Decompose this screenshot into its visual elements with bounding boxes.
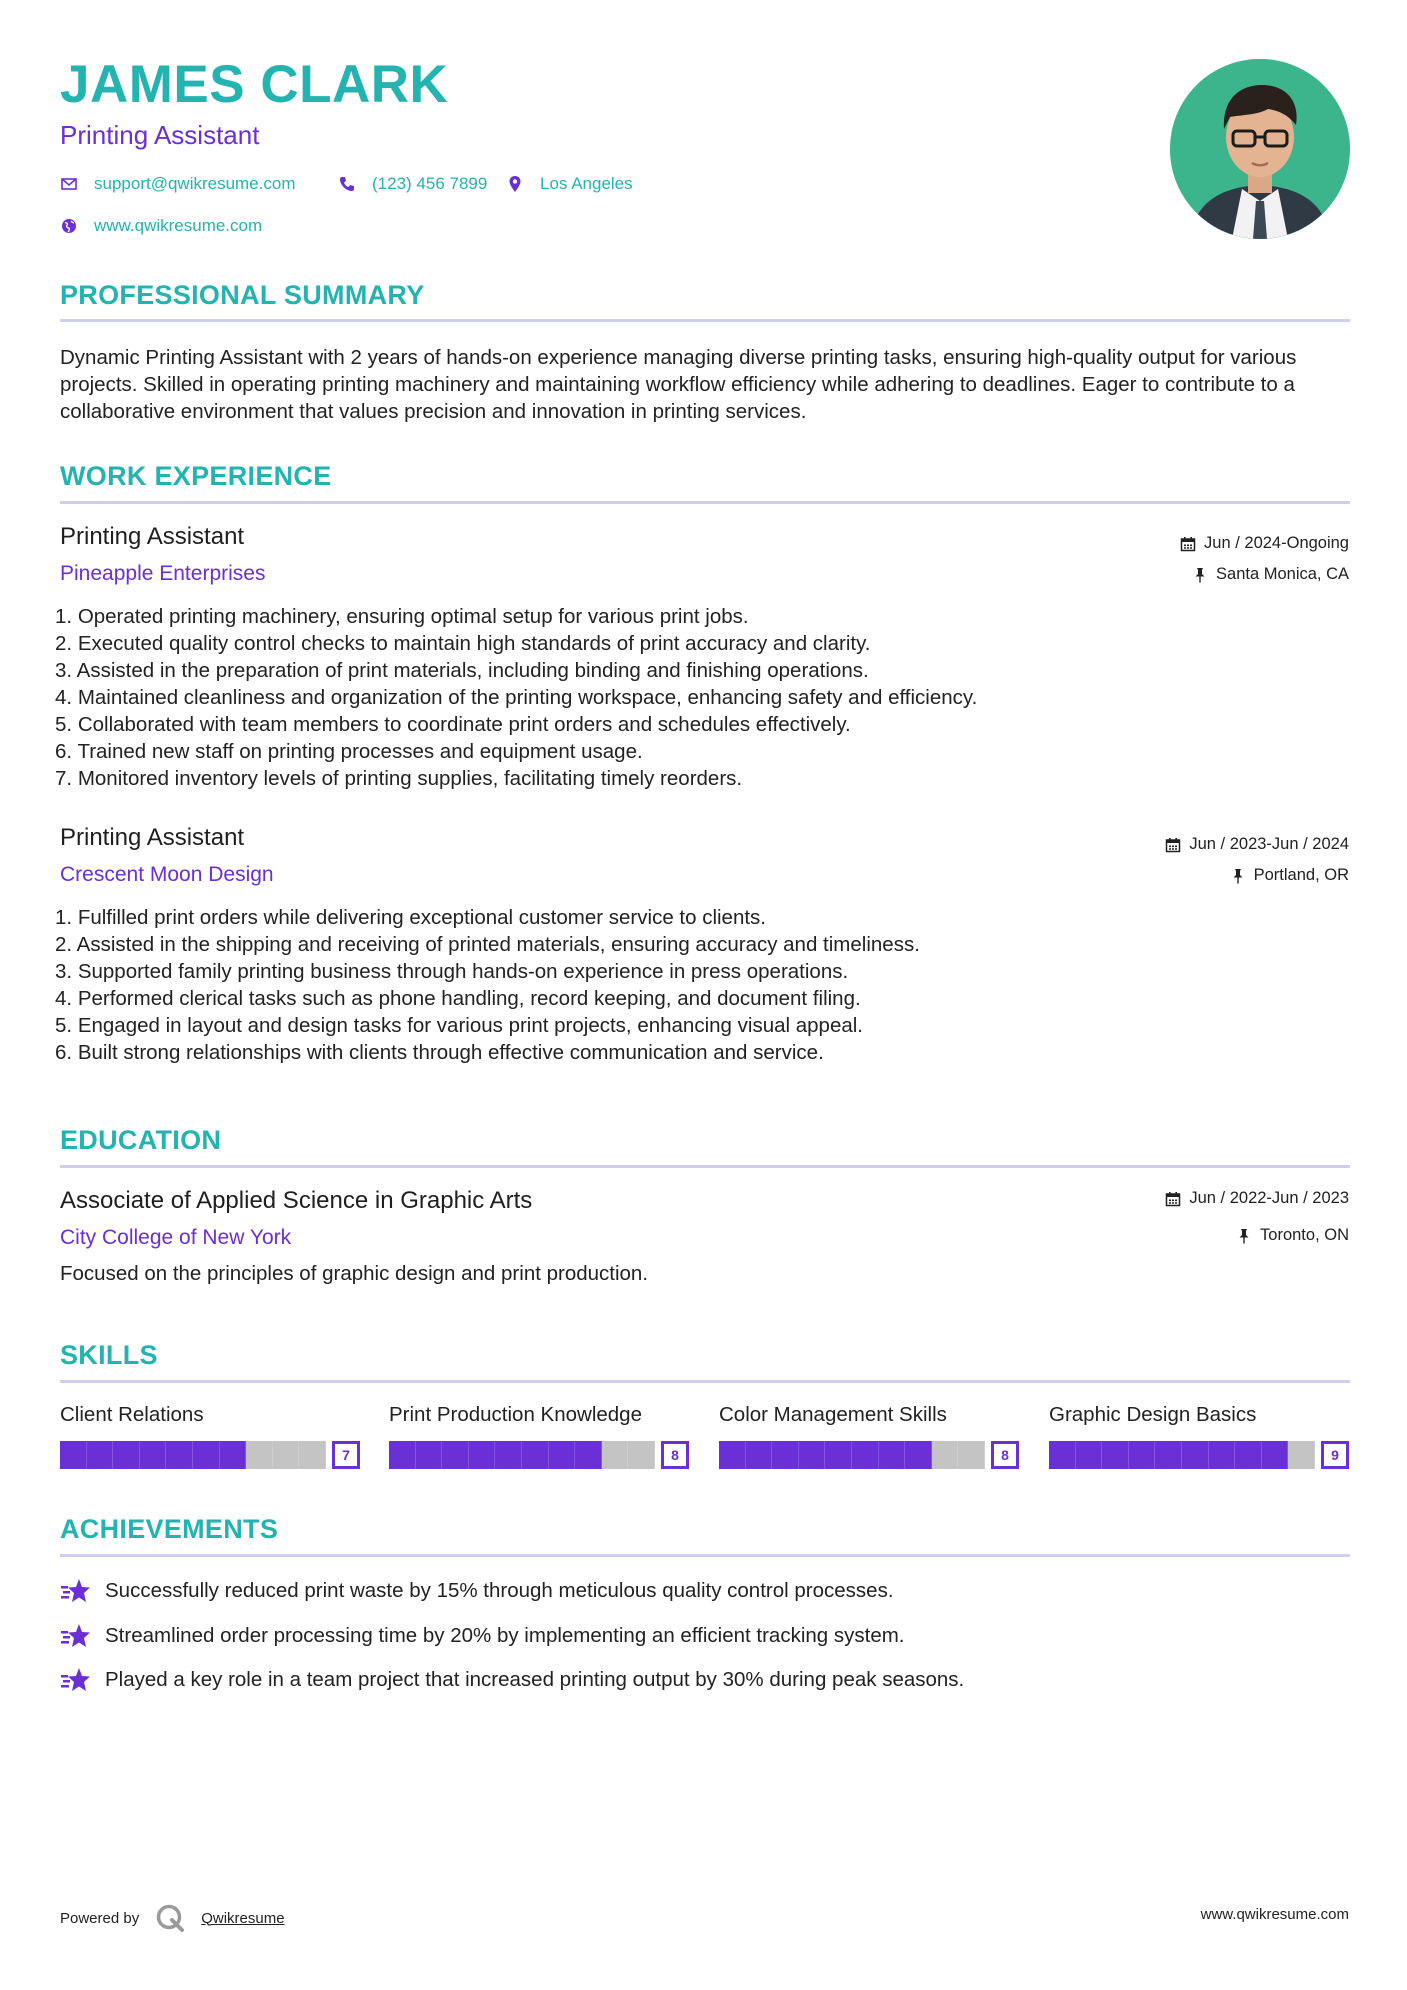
school-name: City College of New York	[60, 1226, 292, 1249]
summary-text: Dynamic Printing Assistant with 2 years of hands-on experience managing diverse printing tasks, ensuring high-quality output for various projects. Skilled in operating printing machinery and maintaining workflow efficiency while adhering to deadlines. Eager to contribute to a collaborative environment that values precision and innovation in printing services.	[60, 346, 1297, 423]
list-item: Engaged in layout and design tasks for various print projects, enhancing visual appeal.	[77, 1014, 863, 1037]
list-item: Fulfilled print orders while delivering exceptional customer service to clients.	[77, 906, 767, 929]
phone-icon	[338, 175, 356, 193]
skill-segment	[1129, 1441, 1156, 1469]
job-bullets	[55, 904, 920, 1066]
skill-segment	[549, 1441, 576, 1469]
contact-phone[interactable]	[338, 174, 487, 194]
skill-track	[719, 1441, 985, 1469]
website-text: www.qwikresume.com	[94, 216, 263, 235]
education-dates-text: Jun / 2022-Jun / 2023	[1189, 1189, 1349, 1207]
list-item: Maintained cleanliness and organization of the printing workspace, enhancing safety and efficiency.	[77, 686, 978, 709]
skill-segment	[1262, 1441, 1289, 1469]
job-title: Printing Assistant	[60, 523, 245, 550]
skill-segment	[905, 1441, 932, 1469]
achievement-item	[60, 1622, 905, 1650]
skills-heading: SKILLS	[60, 1340, 158, 1370]
qwikresume-link[interactable]: Qwikresume	[201, 1909, 285, 1927]
skill-segment	[958, 1441, 985, 1469]
list-item: Supported family printing business through hands-on experience in press operations.	[77, 960, 849, 983]
skill-score: 8	[661, 1441, 689, 1469]
list-item: Trained new staff on printing processes and equipment usage.	[77, 740, 643, 763]
globe-icon	[60, 217, 78, 235]
job-location-text: Santa Monica, CA	[1216, 565, 1349, 583]
achievement-text: Streamlined order processing time by 20% by implementing an efficient tracking system.	[105, 1624, 905, 1647]
skill-rating-bar	[60, 1441, 360, 1469]
footer-powered-by	[60, 1903, 285, 1933]
job-dates-text: Jun / 2023-Jun / 2024	[1189, 835, 1349, 853]
profile-photo	[1170, 59, 1350, 239]
list-item: Built strong relationships with clients through effective communication and service.	[77, 1041, 824, 1064]
pushpin-icon	[1236, 1228, 1252, 1244]
list-item: Executed quality control checks to maintain high standards of print accuracy and clarity.	[77, 632, 871, 655]
job-company: Crescent Moon Design	[60, 863, 274, 886]
skill-segment	[799, 1441, 826, 1469]
skill-segment	[1155, 1441, 1182, 1469]
skill-track	[1049, 1441, 1315, 1469]
skill-name: Color Management Skills	[719, 1403, 947, 1426]
qwikresume-logo-icon	[155, 1903, 185, 1933]
pushpin-icon	[1230, 868, 1246, 884]
pushpin-icon	[1192, 567, 1208, 583]
skill-segment	[495, 1441, 522, 1469]
contact-location	[506, 174, 633, 194]
list-item: Collaborated with team members to coordinate print orders and schedules effectively.	[77, 713, 851, 736]
skill-segment	[246, 1441, 273, 1469]
phone-text: (123) 456 7899	[372, 174, 488, 193]
skills-rule	[60, 1380, 1350, 1383]
summary-rule	[60, 319, 1350, 322]
skill-segment	[1102, 1441, 1129, 1469]
list-item: Performed clerical tasks such as phone handling, record keeping, and document filing.	[77, 987, 861, 1010]
skill-segment	[273, 1441, 300, 1469]
skill-score: 8	[991, 1441, 1019, 1469]
achievement-text: Successfully reduced print waste by 15% through meticulous quality control processes.	[105, 1579, 894, 1602]
skill-segment	[299, 1441, 326, 1469]
achievement-text: Played a key role in a team project that increased printing output by 30% during peak seasons.	[105, 1668, 965, 1691]
skill-segment	[1288, 1441, 1315, 1469]
achievement-item	[60, 1666, 964, 1694]
skill-segment	[87, 1441, 114, 1469]
envelope-icon	[60, 175, 78, 193]
candidate-title: Printing Assistant	[60, 120, 260, 150]
skill-track	[60, 1441, 326, 1469]
skill-segment	[1209, 1441, 1236, 1469]
skill-score: 7	[332, 1441, 360, 1469]
achievement-item	[60, 1577, 894, 1605]
skill-segment	[1076, 1441, 1103, 1469]
skill-name: Print Production Knowledge	[389, 1403, 642, 1426]
calendar-icon	[1165, 837, 1181, 853]
calendar-icon	[1180, 536, 1196, 552]
skill-segment	[1049, 1441, 1076, 1469]
skill-name: Graphic Design Basics	[1049, 1403, 1257, 1426]
location-text: Los Angeles	[540, 174, 633, 193]
skill-segment	[60, 1441, 87, 1469]
skill-segment	[442, 1441, 469, 1469]
skill-rating-bar	[389, 1441, 689, 1469]
job-dates-text: Jun / 2024-Ongoing	[1204, 534, 1349, 552]
achievements-heading: ACHIEVEMENTS	[60, 1514, 279, 1544]
skill-item	[719, 1403, 1019, 1469]
contact-email[interactable]	[60, 174, 296, 194]
skill-segment	[416, 1441, 443, 1469]
star-icon	[60, 1622, 92, 1650]
job-location	[1192, 565, 1349, 584]
skill-name: Client Relations	[60, 1403, 204, 1426]
skill-segment	[1235, 1441, 1262, 1469]
skill-item	[1049, 1403, 1349, 1469]
skill-item	[389, 1403, 689, 1469]
skill-segment	[522, 1441, 549, 1469]
footer-website[interactable]: www.qwikresume.com	[1200, 1906, 1349, 1923]
skill-rating-bar	[1049, 1441, 1349, 1469]
skill-segment	[166, 1441, 193, 1469]
degree-title: Associate of Applied Science in Graphic Arts	[60, 1187, 533, 1214]
skill-item	[60, 1403, 360, 1469]
skill-segment	[575, 1441, 602, 1469]
skill-segment	[825, 1441, 852, 1469]
job-dates	[1165, 835, 1349, 854]
skill-segment	[602, 1441, 629, 1469]
skill-segment	[932, 1441, 959, 1469]
job-bullets	[55, 603, 977, 792]
education-rule	[60, 1165, 1350, 1168]
summary-heading: PROFESSIONAL SUMMARY	[60, 280, 425, 310]
achievements-rule	[60, 1554, 1350, 1557]
list-item: Assisted in the preparation of print materials, including binding and finishing operations.	[76, 659, 869, 682]
candidate-name: JAMES CLARK	[60, 55, 449, 114]
job-location	[1230, 866, 1349, 885]
skill-rating-bar	[719, 1441, 1019, 1469]
skill-segment	[389, 1441, 416, 1469]
skill-segment	[852, 1441, 879, 1469]
skill-segment	[113, 1441, 140, 1469]
skill-segment	[1182, 1441, 1209, 1469]
skill-segment	[772, 1441, 799, 1469]
skill-segment	[628, 1441, 655, 1469]
star-icon	[60, 1666, 92, 1694]
calendar-icon	[1165, 1191, 1181, 1207]
skill-segment	[140, 1441, 167, 1469]
job-title: Printing Assistant	[60, 824, 245, 851]
education-location-text: Toronto, ON	[1260, 1226, 1349, 1244]
contact-website[interactable]	[60, 216, 262, 236]
list-item: Assisted in the shipping and receiving of printed materials, ensuring accuracy and timeliness.	[76, 933, 920, 956]
powered-by-label: Powered by	[60, 1909, 140, 1927]
job-location-text: Portland, OR	[1253, 866, 1349, 884]
job-company: Pineapple Enterprises	[60, 562, 266, 585]
skill-segment	[719, 1441, 746, 1469]
list-item: Monitored inventory levels of printing supplies, facilitating timely reorders.	[77, 767, 743, 790]
skill-segment	[193, 1441, 220, 1469]
experience-heading: WORK EXPERIENCE	[60, 461, 332, 491]
skill-score: 9	[1321, 1441, 1349, 1469]
skill-track	[389, 1441, 655, 1469]
education-heading: EDUCATION	[60, 1125, 222, 1155]
email-text: support@qwikresume.com	[94, 174, 296, 193]
skill-segment	[746, 1441, 773, 1469]
education-dates	[1165, 1189, 1349, 1208]
star-icon	[60, 1577, 92, 1605]
education-description: Focused on the principles of graphic design and print production.	[60, 1262, 649, 1285]
experience-rule	[60, 501, 1350, 504]
skill-segment	[469, 1441, 496, 1469]
skill-segment	[220, 1441, 247, 1469]
education-location	[1236, 1226, 1349, 1245]
map-pin-icon	[506, 175, 524, 193]
skill-segment	[879, 1441, 906, 1469]
job-dates	[1180, 534, 1349, 553]
list-item: Operated printing machinery, ensuring optimal setup for various print jobs.	[77, 605, 749, 628]
